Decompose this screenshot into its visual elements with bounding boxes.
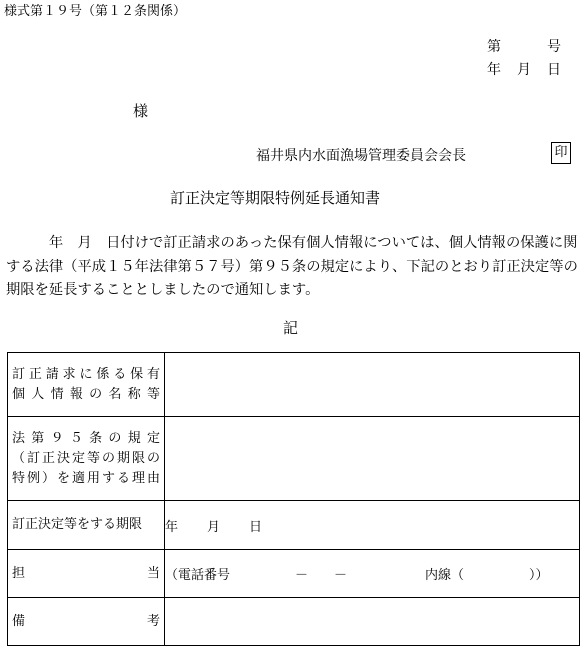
label-text: （訂正決定等の期限の (12, 450, 160, 466)
label-text: 特例）を適用する理由 (12, 470, 160, 486)
document-title: 訂正決定等期限特例延長通知書 (170, 189, 381, 207)
table-row (8, 550, 580, 598)
ki-heading: 記 (283, 319, 299, 337)
body-paragraph: 年 月 日付けで訂正請求のあった保有個人情報については、個人情報の保護に関する法律（平成１５年法律第５７号）第９５条の規定により、下記のとおり訂正決定等の期限を延長することとしましたので通知します。 (6, 235, 578, 298)
label-char: 備 (12, 613, 26, 629)
table-row (8, 501, 580, 550)
label-char: 考 (146, 613, 160, 629)
label-cell (8, 353, 165, 417)
value-cell[interactable] (165, 417, 580, 501)
value-cell[interactable] (165, 353, 580, 417)
form-identifier: 様式第１９号（第１２条関係） (4, 4, 187, 19)
table-row (8, 598, 580, 646)
label-text: 法第９５条の規定 (12, 430, 160, 446)
label-char: 担 (12, 565, 26, 581)
deadline-value[interactable]: 年 月 日 (165, 501, 580, 550)
remarks-value[interactable] (165, 598, 580, 646)
details-table (7, 352, 580, 646)
document-number: 第 号 (487, 39, 562, 55)
label-cell (8, 417, 165, 501)
label-text (12, 612, 160, 632)
addressee-honorific: 様 (133, 102, 149, 120)
label-text: 訂正決定等をする期限 (12, 517, 143, 532)
table-row (8, 417, 580, 501)
label-text (12, 564, 160, 584)
label-cell (8, 501, 165, 550)
label-cell (8, 550, 165, 598)
sender-name: 福井県内水面漁場管理委員会会長 (256, 148, 466, 164)
label-text: 個人情報の名称等 (12, 386, 160, 402)
label-cell (8, 598, 165, 646)
contact-value[interactable]: （電話番号 － － 内線（ ）） (165, 550, 580, 598)
table-row (8, 353, 580, 417)
label-char: 当 (146, 565, 160, 581)
document-date: 年 月 日 (487, 62, 562, 78)
label-text: 訂正請求に係る保有 (12, 366, 160, 382)
seal-box: 印 (551, 142, 571, 164)
